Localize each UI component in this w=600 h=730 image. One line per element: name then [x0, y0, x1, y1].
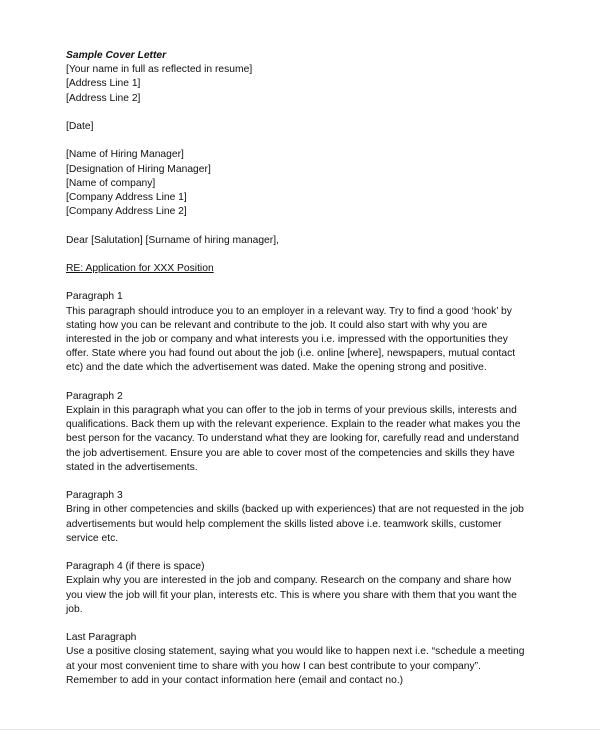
letter-title: Sample Cover Letter	[66, 50, 167, 61]
spacer	[66, 248, 566, 262]
paragraph-4	[66, 560, 566, 617]
spacer	[66, 475, 566, 489]
paragraph-heading: Paragraph 2	[66, 390, 123, 402]
cover-letter	[66, 49, 566, 688]
recipient-address-line-1: [Company Address Line 1]	[66, 192, 187, 203]
paragraph-2	[66, 390, 566, 475]
paragraph-line: qualifications. Back them up with the relevant experience. Explain to the reader what makes you the	[66, 419, 521, 431]
spacer	[66, 376, 566, 390]
paragraph-line: advertisements but would help complement the skills listed above i.e. teamwork skills, customer	[66, 518, 502, 530]
paragraph-heading: Paragraph 4 (if there is space)	[66, 561, 205, 573]
paragraph-3	[66, 489, 566, 546]
paragraph-last	[66, 631, 566, 688]
paragraph-line: offer. State where you had found out about the job (i.e. online [where], newspapers, mutual contact	[66, 348, 516, 360]
paragraph-line: Explain in this paragraph what you can offer to the job in terms of your previous skills, interests and	[66, 404, 517, 416]
paragraph-line: job.	[66, 603, 83, 615]
paragraph-line: interested in the job or company and what interests you i.e. impressed with the opportunities they	[66, 333, 508, 345]
sender-address-line-1: [Address Line 1]	[66, 78, 141, 90]
spacer	[66, 219, 566, 233]
paragraph-line: Explain why you are interested in the job and company. Research on the company and share how	[66, 575, 512, 587]
paragraph-line: Remember to add in your contact information here (email and contact no.)	[66, 674, 404, 686]
paragraph-line: stated in the advertisements.	[66, 461, 198, 473]
spacer	[66, 617, 566, 631]
paragraph-line: This paragraph should introduce you to an employer in a relevant way. Try to find a good ‘hook’ by	[66, 305, 512, 317]
spacer	[66, 276, 566, 290]
recipient-name: [Name of Hiring Manager]	[66, 149, 184, 161]
sender-address-line-2: [Address Line 2]	[66, 92, 141, 104]
paragraph-heading: Paragraph 1	[66, 291, 123, 303]
paragraph-line: you view the job will fit your plan, interests etc. This is where you share with them that you want the	[66, 589, 517, 601]
recipient-designation: [Designation of Hiring Manager]	[66, 163, 211, 175]
sender-name: [Your name in full as reflected in resume]	[66, 64, 253, 76]
sender-block	[66, 63, 566, 106]
paragraph-line: stating how you can be relevant and contribute to the job. It could also start with why you are	[66, 319, 488, 331]
paragraph-1	[66, 290, 566, 375]
subject-line: RE: Application for XXX Position	[66, 262, 214, 274]
recipient-block	[66, 148, 566, 219]
paragraph-line: Use a positive closing statement, saying what you would like to happen next i.e. “schedule a meeting	[66, 646, 525, 658]
salutation: Dear [Salutation] [Surname of hiring manager],	[66, 234, 279, 246]
paragraph-line: service etc.	[66, 532, 119, 544]
paragraph-heading: Paragraph 3	[66, 490, 123, 502]
spacer	[66, 546, 566, 560]
paragraph-line: the job advertisement. Ensure you are able to cover most of the competencies and skills they have	[66, 447, 515, 459]
spacer	[66, 106, 566, 120]
paragraph-line: etc) and the date which the advertisement was dated. Make the opening strong and positive.	[66, 362, 487, 374]
paragraph-line: at your most convenient time to share with you how I can best contribute to your company”.	[66, 660, 481, 672]
letter-date: [Date]	[66, 121, 94, 132]
paragraph-line: best person for the vacancy. To understand what they are looking for, carefully read and understand	[66, 433, 519, 445]
paragraph-heading: Last Paragraph	[66, 632, 137, 644]
recipient-company: [Name of company]	[66, 177, 156, 189]
recipient-address-line-2: [Company Address Line 2]	[66, 206, 187, 218]
spacer	[66, 134, 566, 148]
paragraph-line: Bring in other competencies and skills (backed up with experiences) that are not requested in the job	[66, 504, 524, 516]
